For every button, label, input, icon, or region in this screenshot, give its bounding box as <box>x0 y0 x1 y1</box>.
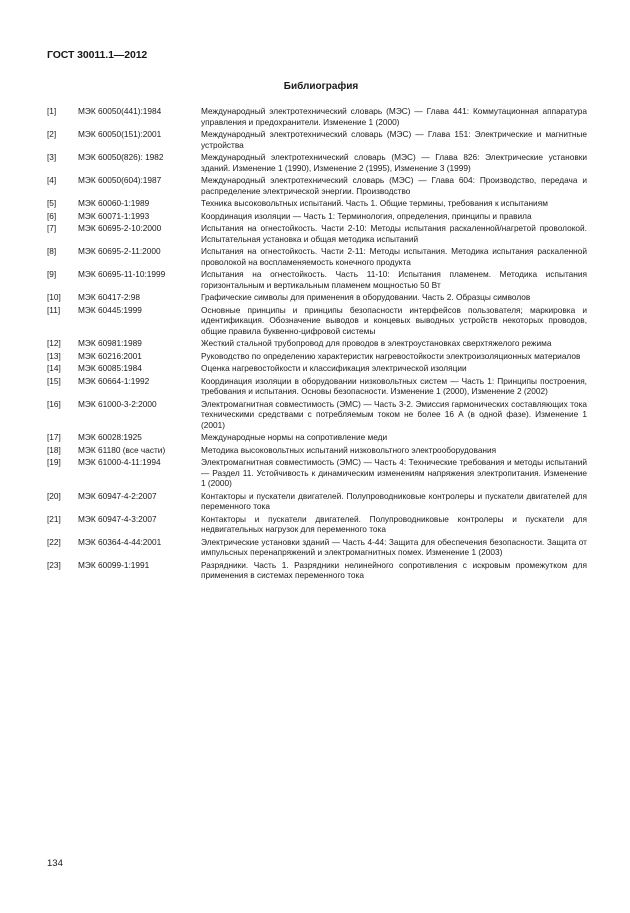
document-code: ГОСТ 30011.1—2012 <box>47 49 148 61</box>
entry-description: Оценка нагревостойкости и классификация электрической изоляции <box>201 363 467 373</box>
entry-number: [20] <box>47 490 61 501</box>
standard-designation: МЭК 60695-11-10:1999 <box>78 269 166 279</box>
standard-designation: МЭК 60050(604):1987 <box>78 175 162 185</box>
entry-description: Контакторы и пускатели двигателей. Полупроводниковые контролеры и пускатели двигателей для переменного тока <box>201 490 587 511</box>
standard-designation: МЭК 60695-2-11:2000 <box>78 246 161 256</box>
entry-description: Испытания на огнестойкость. Части 2-11: Методы испытания. Методика испытания раскаленной проволокой на воспламеняемость конечного продукта <box>201 246 587 267</box>
entry-number: [6] <box>47 210 57 221</box>
bibliography-entry <box>47 376 587 397</box>
standard-designation: МЭК 60947-4-2:2007 <box>78 490 157 501</box>
entry-description: Международный электротехнический словарь (МЭС) — Глава 604: Производство, передача и распределение электрической энергии. Производство <box>201 175 587 196</box>
standard-designation: МЭК 60981:1989 <box>78 338 142 348</box>
bibliography-list <box>47 106 587 583</box>
bibliography-entry <box>47 514 587 535</box>
entry-number: [12] <box>47 338 61 348</box>
entry-description: Электромагнитная совместимость (ЭМС) — Часть 4: Технические требования и методы испытаний — Раздел 11. Устойчивость к динамическим изменениям напряжения электропитания. Изменение 1 (2000) <box>201 457 587 488</box>
entry-number: [14] <box>47 363 61 373</box>
entry-number: [8] <box>47 246 57 256</box>
entry-description: Международный электротехнический словарь (МЭС) — Глава 151: Электрические и магнитные устройства <box>201 129 587 150</box>
entry-description: Контакторы и пускатели двигателей. Полупроводниковые контролеры и пускатели для недвигательных нагрузок для переменного тока <box>201 513 587 534</box>
entry-number: [1] <box>47 106 57 116</box>
bibliography-entry <box>47 269 587 290</box>
bibliography-entry <box>47 292 587 303</box>
entry-description: Испытания на огнестойкость. Части 2-10: Методы испытания раскаленной/нагретой проволокой. Испытательная установка и общая методика испытаний <box>201 223 587 244</box>
standard-designation: МЭК 60050(826): 1982 <box>78 152 164 162</box>
entry-number: [18] <box>47 444 61 455</box>
entry-description: Международные нормы на сопротивление меди <box>201 432 388 442</box>
standard-designation: МЭК 60417-2:98 <box>78 292 140 302</box>
entry-number: [19] <box>47 457 61 467</box>
entry-description: Международный электротехнический словарь (МЭС) — Глава 826: Электрические установки зданий. Изменение 1 (1990), Изменение 2 (1995), Изменение 3 (1999) <box>201 152 587 173</box>
entry-number: [9] <box>47 269 57 279</box>
entry-description: Электромагнитная совместимость (ЭМС) — Часть 3-2. Эмиссия гармонических составляющих тока техническими средствами с потребляемым током не более 16 А (в одной фазе). Изменение 1 (2001) <box>201 398 587 430</box>
bibliography-entry <box>47 363 587 374</box>
bibliography-entry <box>47 432 587 443</box>
entry-description: Методика высоковольтных испытаний низковольтного электрооборудования <box>201 444 497 455</box>
bibliography-entry <box>47 211 587 222</box>
standard-designation: МЭК 60364-4-44:2001 <box>78 536 162 547</box>
standard-designation: МЭК 61180 (все части) <box>78 444 166 455</box>
standard-designation: МЭК 60947-4-3:2007 <box>78 513 157 524</box>
entry-number: [21] <box>47 513 61 524</box>
bibliography-entry <box>47 338 587 349</box>
standard-designation: МЭК 60216:2001 <box>78 350 142 361</box>
entry-description: Координация изоляции в оборудовании низковольтных систем — Часть 1: Принципы построения, требования и испытания. Основы безопасности. Изменение 1 (2000), Изменение 2 (2002) <box>201 375 587 396</box>
standard-designation: МЭК 60050(151):2001 <box>78 129 162 139</box>
entry-number: [23] <box>47 559 61 570</box>
bibliography-entry <box>47 445 587 456</box>
entry-number: [4] <box>47 175 57 185</box>
bibliography-entry <box>47 351 587 362</box>
entry-description: Координация изоляции — Часть 1: Терминология, определения, принципы и правила <box>201 210 532 221</box>
entry-number: [10] <box>47 292 61 302</box>
bibliography-entry <box>47 223 587 244</box>
entry-description: Международный электротехнический словарь (МЭС) — Глава 441: Коммутационная аппаратура управления и предохранители. Изменение 1 (2000) <box>201 106 587 127</box>
standard-designation: МЭК 60664-1:1992 <box>78 375 150 386</box>
entry-description: Основные принципы и принципы безопасности интерфейсов пользователя; маркировка и идентификация. Обозначение выводов и концевых выводных устройств некоторых проводов, общие правила буквенно-цифровой системы <box>201 304 587 336</box>
entry-description: Испытания на огнестойкость. Часть 11-10: Испытания пламенем. Методика испытания горизонтальным и вертикальным пламенем мощностью 50 Вт <box>201 269 587 290</box>
bibliography-entry <box>47 106 587 127</box>
entry-number: [7] <box>47 223 57 233</box>
bibliography-entry <box>47 305 587 337</box>
standard-designation: МЭК 61000-4-11:1994 <box>78 457 161 467</box>
bibliography-entry <box>47 246 587 267</box>
bibliography-entry <box>47 152 587 173</box>
standard-designation: МЭК 61000-3-2:2000 <box>78 398 157 409</box>
entry-description: Разрядники. Часть 1. Разрядники нелинейного сопротивления с искровым промежутком для применения в системах переменного тока <box>201 559 587 580</box>
entry-number: [17] <box>47 432 61 442</box>
entry-description: Электрические установки зданий — Часть 4-44: Защита для обеспечения безопасности. Защита от импульсных перенапряжений и электромагнитных помех. Изменение 1 (2003) <box>201 536 587 557</box>
bibliography-entry <box>47 198 587 209</box>
entry-number: [22] <box>47 536 61 547</box>
section-title: Библиография <box>283 81 359 92</box>
bibliography-entry <box>47 175 587 196</box>
standard-designation: МЭК 60085:1984 <box>78 363 142 373</box>
entry-description: Жесткий стальной трубопровод для проводов в электроустановках сверхтяжелого режима <box>201 338 552 348</box>
bibliography-entry <box>47 537 587 558</box>
bibliography-entry <box>47 560 587 581</box>
entry-number: [11] <box>47 304 61 315</box>
entry-number: [15] <box>47 375 61 386</box>
standard-designation: МЭК 60028:1925 <box>78 432 142 442</box>
bibliography-entry <box>47 399 587 431</box>
standard-designation: МЭК 60060-1:1989 <box>78 198 150 208</box>
entry-number: [3] <box>47 152 57 162</box>
standard-designation: МЭК 60071-1:1993 <box>78 210 150 221</box>
bibliography-entry <box>47 491 587 512</box>
entry-number: [2] <box>47 129 57 139</box>
entry-number: [5] <box>47 198 57 208</box>
entry-number: [16] <box>47 398 61 409</box>
entry-description: Техника высоковольтных испытаний. Часть 1. Общие термины, требования к испытаниям <box>201 198 548 208</box>
entry-description: Руководство по определению характеристик нагревостойкости электроизоляционных материалов <box>201 350 581 361</box>
entry-number: [13] <box>47 350 61 361</box>
bibliography-entry <box>47 129 587 150</box>
standard-designation: МЭК 60099-1:1991 <box>78 559 150 570</box>
standard-designation: МЭК 60695-2-10:2000 <box>78 223 162 233</box>
standard-designation: МЭК 60445:1999 <box>78 304 142 315</box>
standard-designation: МЭК 60050(441):1984 <box>78 106 162 116</box>
entry-description: Графические символы для применения в оборудовании. Часть 2. Образцы символов <box>201 292 531 302</box>
page-number: 134 <box>47 858 63 869</box>
bibliography-entry <box>47 457 587 489</box>
